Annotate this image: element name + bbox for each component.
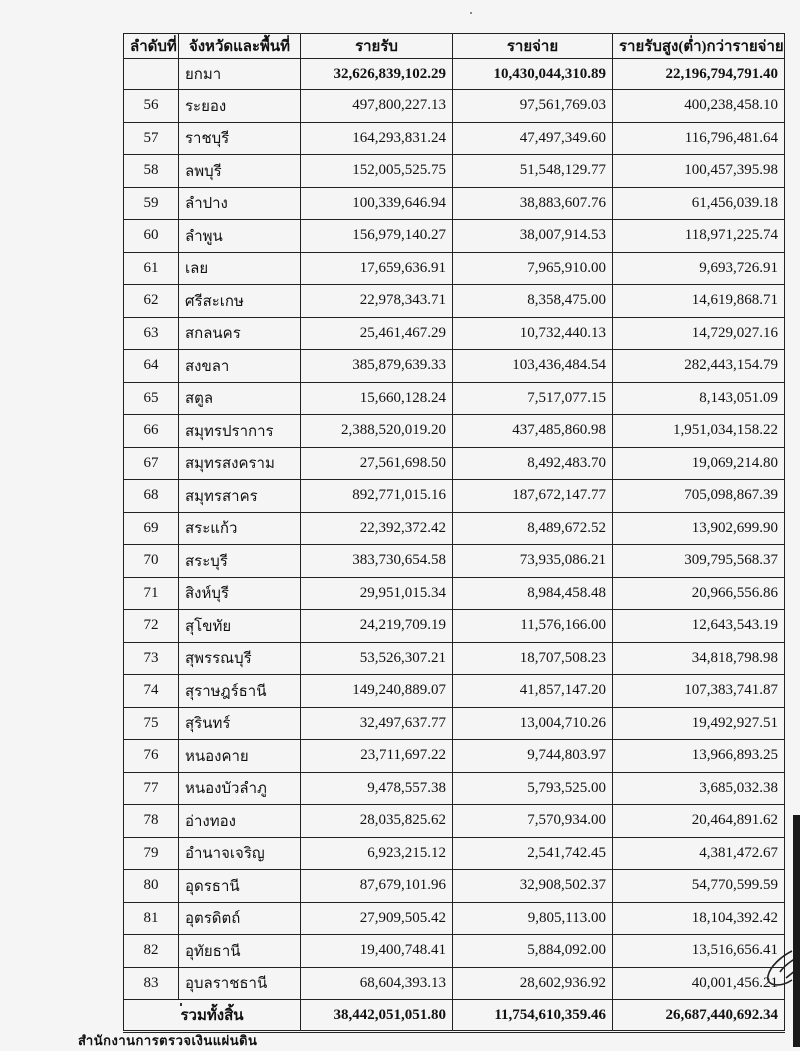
table-row: [124, 187, 785, 220]
table-row: [124, 935, 785, 968]
row-expense: 5,793,525.00: [453, 772, 613, 805]
row-no: 57: [124, 122, 179, 155]
header-revenue: รายรับ: [301, 34, 453, 59]
row-difference: 100,457,395.98: [613, 155, 785, 188]
row-no: 74: [124, 675, 179, 708]
row-difference: 13,966,893.25: [613, 740, 785, 773]
grand-total-revenue: 38,442,051,051.80: [301, 1000, 453, 1032]
table-row: [124, 610, 785, 643]
table-row: [124, 382, 785, 415]
table-row: [124, 317, 785, 350]
row-expense: 11,576,166.00: [453, 610, 613, 643]
row-no: 62: [124, 285, 179, 318]
row-province: อ่างทอง: [179, 805, 301, 838]
row-no: 68: [124, 480, 179, 513]
table-row: [124, 805, 785, 838]
row-no: 64: [124, 350, 179, 383]
row-revenue: 68,604,393.13: [301, 967, 453, 1000]
row-revenue: 6,923,215.12: [301, 837, 453, 870]
row-no: 67: [124, 447, 179, 480]
row-no: 79: [124, 837, 179, 870]
row-province: อุดรธานี: [179, 870, 301, 903]
row-province: ระยอง: [179, 90, 301, 123]
row-expense: 8,492,483.70: [453, 447, 613, 480]
row-difference: 34,818,798.98: [613, 642, 785, 675]
row-no: 80: [124, 870, 179, 903]
row-province: ศรีสะเกษ: [179, 285, 301, 318]
row-difference: 14,729,027.16: [613, 317, 785, 350]
row-no: 65: [124, 382, 179, 415]
row-province: อุบลราชธานี: [179, 967, 301, 1000]
table-row: [124, 447, 785, 480]
row-no: 60: [124, 220, 179, 253]
row-revenue: 22,978,343.71: [301, 285, 453, 318]
table-row: [124, 967, 785, 1000]
table-row: [124, 285, 785, 318]
revenue-expense-table: [123, 33, 785, 1033]
row-expense: 18,707,508.23: [453, 642, 613, 675]
row-difference: 12,643,543.19: [613, 610, 785, 643]
row-province: สมุทรปราการ: [179, 415, 301, 448]
row-difference: 13,902,699.90: [613, 512, 785, 545]
table-row: [124, 155, 785, 188]
row-expense: 10,732,440.13: [453, 317, 613, 350]
footer-organization: สำนักงานการตรวจเงินแผ่นดิน: [78, 1034, 258, 1049]
row-expense: 97,561,769.03: [453, 90, 613, 123]
row-no: 72: [124, 610, 179, 643]
carried-forward-expense: 10,430,044,310.89: [453, 59, 613, 90]
row-difference: 18,104,392.42: [613, 902, 785, 935]
row-no: 83: [124, 967, 179, 1000]
row-no: 81: [124, 902, 179, 935]
row-province: อุตรดิตถ์: [179, 902, 301, 935]
row-difference: 4,381,472.67: [613, 837, 785, 870]
scan-edge-shadow: [793, 815, 800, 1047]
table-row: [124, 902, 785, 935]
row-province: เลย: [179, 252, 301, 285]
row-difference: 19,069,214.80: [613, 447, 785, 480]
row-revenue: 152,005,525.75: [301, 155, 453, 188]
row-difference: 116,796,481.64: [613, 122, 785, 155]
carried-forward-no: [124, 59, 179, 90]
table-row: [124, 90, 785, 123]
row-province: อำนาจเจริญ: [179, 837, 301, 870]
grand-total-label: รวมทั้งสิ้น: [124, 1000, 301, 1032]
row-revenue: 156,979,140.27: [301, 220, 453, 253]
row-expense: 103,436,484.54: [453, 350, 613, 383]
row-no: 61: [124, 252, 179, 285]
row-expense: 38,007,914.53: [453, 220, 613, 253]
row-revenue: 24,219,709.19: [301, 610, 453, 643]
carried-forward-revenue: 32,626,839,102.29: [301, 59, 453, 90]
table-row: [124, 870, 785, 903]
table-row: [124, 577, 785, 610]
table-row: [124, 837, 785, 870]
row-difference: 20,464,891.62: [613, 805, 785, 838]
row-revenue: 383,730,654.58: [301, 545, 453, 578]
row-difference: 705,098,867.39: [613, 480, 785, 513]
row-no: 73: [124, 642, 179, 675]
row-province: สมุทรสงคราม: [179, 447, 301, 480]
row-expense: 13,004,710.26: [453, 707, 613, 740]
row-revenue: 25,461,467.29: [301, 317, 453, 350]
header-province: จังหวัดและพื้นที่: [179, 34, 301, 59]
row-revenue: 164,293,831.24: [301, 122, 453, 155]
table-row: [124, 220, 785, 253]
row-expense: 73,935,086.21: [453, 545, 613, 578]
row-revenue: 15,660,128.24: [301, 382, 453, 415]
row-difference: 9,693,726.91: [613, 252, 785, 285]
row-difference: 20,966,556.86: [613, 577, 785, 610]
row-revenue: 497,800,227.13: [301, 90, 453, 123]
row-expense: 5,884,092.00: [453, 935, 613, 968]
row-revenue: 22,392,372.42: [301, 512, 453, 545]
row-expense: 7,570,934.00: [453, 805, 613, 838]
row-no: 70: [124, 545, 179, 578]
header-no: ลำดับที่: [124, 34, 179, 59]
table-row: [124, 122, 785, 155]
row-difference: 8,143,051.09: [613, 382, 785, 415]
row-revenue: 23,711,697.22: [301, 740, 453, 773]
row-revenue: 100,339,646.94: [301, 187, 453, 220]
row-difference: 282,443,154.79: [613, 350, 785, 383]
row-expense: 8,358,475.00: [453, 285, 613, 318]
row-province: ลำปาง: [179, 187, 301, 220]
row-no: 58: [124, 155, 179, 188]
row-difference: 14,619,868.71: [613, 285, 785, 318]
row-expense: 437,485,860.98: [453, 415, 613, 448]
row-revenue: 149,240,889.07: [301, 675, 453, 708]
row-province: อุทัยธานี: [179, 935, 301, 968]
row-province: สุโขทัย: [179, 610, 301, 643]
row-province: หนองคาย: [179, 740, 301, 773]
table-row: [124, 740, 785, 773]
row-no: 66: [124, 415, 179, 448]
row-difference: 13,516,656.41: [613, 935, 785, 968]
row-expense: 8,489,672.52: [453, 512, 613, 545]
row-revenue: 892,771,015.16: [301, 480, 453, 513]
grand-total-row: [124, 1000, 785, 1032]
row-province: สุพรรณบุรี: [179, 642, 301, 675]
row-difference: 309,795,568.37: [613, 545, 785, 578]
scan-speck: [470, 12, 472, 14]
row-no: 71: [124, 577, 179, 610]
table-row: [124, 675, 785, 708]
row-revenue: 27,561,698.50: [301, 447, 453, 480]
row-revenue: 19,400,748.41: [301, 935, 453, 968]
row-revenue: 87,679,101.96: [301, 870, 453, 903]
row-expense: 8,984,458.48: [453, 577, 613, 610]
grand-total-expense: 11,754,610,359.46: [453, 1000, 613, 1032]
row-no: 59: [124, 187, 179, 220]
row-province: สระแก้ว: [179, 512, 301, 545]
row-province: สุราษฎร์ธานี: [179, 675, 301, 708]
row-expense: 2,541,742.45: [453, 837, 613, 870]
table-row: [124, 707, 785, 740]
row-revenue: 53,526,307.21: [301, 642, 453, 675]
row-province: ลพบุรี: [179, 155, 301, 188]
table-row: [124, 480, 785, 513]
table-row: [124, 252, 785, 285]
table-header-row: [124, 34, 785, 59]
header-difference: รายรับสูง(ต่ำ)กว่ารายจ่าย: [613, 34, 785, 59]
row-province: หนองบัวลำภู: [179, 772, 301, 805]
row-revenue: 2,388,520,019.20: [301, 415, 453, 448]
grand-total-difference: 26,687,440,692.34: [613, 1000, 785, 1032]
row-expense: 7,517,077.15: [453, 382, 613, 415]
row-expense: 28,602,936.92: [453, 967, 613, 1000]
row-difference: 40,001,456.21: [613, 967, 785, 1000]
row-province: สตูล: [179, 382, 301, 415]
table-row: [124, 415, 785, 448]
scan-speck: [180, 1003, 182, 1006]
row-expense: 47,497,349.60: [453, 122, 613, 155]
row-province: สิงห์บุรี: [179, 577, 301, 610]
carried-forward-row: [124, 59, 785, 90]
row-province: สุรินทร์: [179, 707, 301, 740]
row-revenue: 385,879,639.33: [301, 350, 453, 383]
row-no: 77: [124, 772, 179, 805]
row-province: สระบุรี: [179, 545, 301, 578]
carried-forward-label: ยกมา: [179, 59, 301, 90]
row-revenue: 29,951,015.34: [301, 577, 453, 610]
row-difference: 118,971,225.74: [613, 220, 785, 253]
row-province: สงขลา: [179, 350, 301, 383]
carried-forward-difference: 22,196,794,791.40: [613, 59, 785, 90]
row-expense: 51,548,129.77: [453, 155, 613, 188]
row-revenue: 9,478,557.38: [301, 772, 453, 805]
row-difference: 1,951,034,158.22: [613, 415, 785, 448]
row-province: ลำพูน: [179, 220, 301, 253]
row-no: 69: [124, 512, 179, 545]
table-row: [124, 512, 785, 545]
row-no: 63: [124, 317, 179, 350]
row-difference: 3,685,032.38: [613, 772, 785, 805]
row-no: 56: [124, 90, 179, 123]
row-revenue: 28,035,825.62: [301, 805, 453, 838]
row-revenue: 27,909,505.42: [301, 902, 453, 935]
row-expense: 38,883,607.76: [453, 187, 613, 220]
row-province: ราชบุรี: [179, 122, 301, 155]
row-expense: 9,805,113.00: [453, 902, 613, 935]
row-expense: 9,744,803.97: [453, 740, 613, 773]
row-difference: 54,770,599.59: [613, 870, 785, 903]
table-row: [124, 545, 785, 578]
row-expense: 32,908,502.37: [453, 870, 613, 903]
row-difference: 107,383,741.87: [613, 675, 785, 708]
row-expense: 187,672,147.77: [453, 480, 613, 513]
table-row: [124, 642, 785, 675]
row-difference: 400,238,458.10: [613, 90, 785, 123]
row-expense: 7,965,910.00: [453, 252, 613, 285]
row-no: 78: [124, 805, 179, 838]
row-no: 76: [124, 740, 179, 773]
row-expense: 41,857,147.20: [453, 675, 613, 708]
table-row: [124, 772, 785, 805]
row-province: สกลนคร: [179, 317, 301, 350]
row-revenue: 17,659,636.91: [301, 252, 453, 285]
row-revenue: 32,497,637.77: [301, 707, 453, 740]
header-expense: รายจ่าย: [453, 34, 613, 59]
row-difference: 61,456,039.18: [613, 187, 785, 220]
table-row: [124, 350, 785, 383]
row-province: สมุทรสาคร: [179, 480, 301, 513]
row-difference: 19,492,927.51: [613, 707, 785, 740]
row-no: 75: [124, 707, 179, 740]
row-no: 82: [124, 935, 179, 968]
